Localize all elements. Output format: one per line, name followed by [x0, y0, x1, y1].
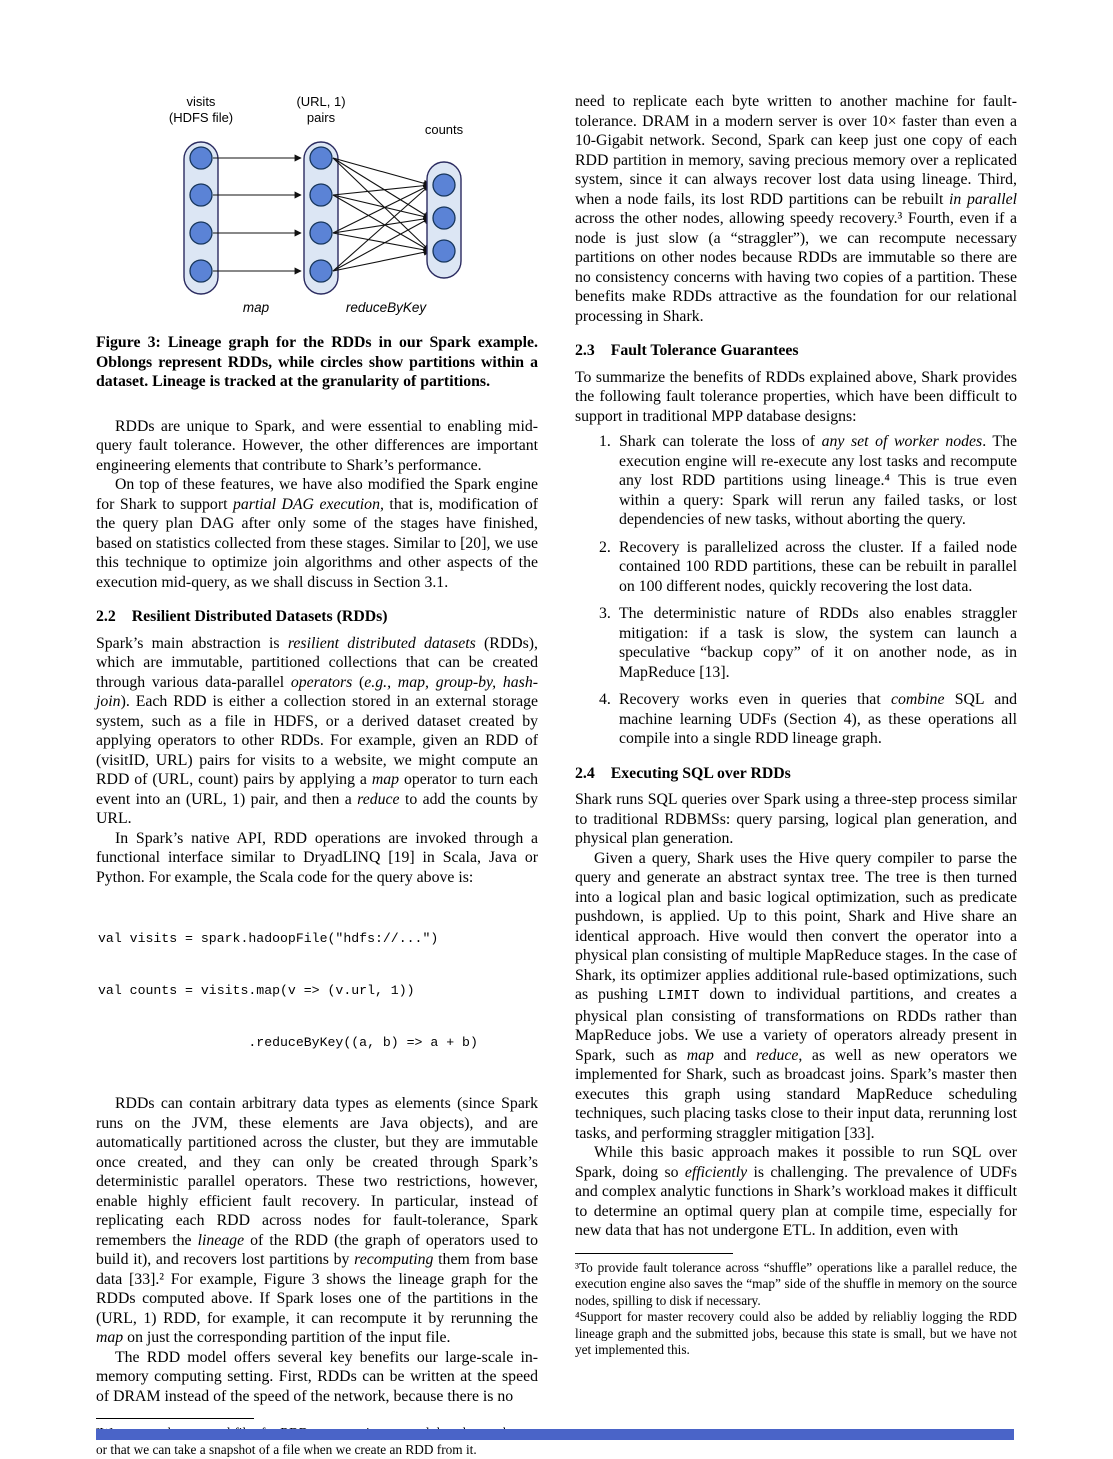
left-column — [96, 90, 538, 1459]
paragraph: On top of these features, we have also modified the Spark engine for Shark to support partial DAG execution, that is, modification of the query plan DAG after only some of the stages have finished, based on statistics collected from these stages. Similar to [20], we use this technique to optimize join algorithms and other aspects of the execution mid-query, as we shall discuss in Section 3.1. — [96, 476, 538, 591]
list-item-text: Recovery is parallelized across the cluster. If a failed node contained 100 RDD partitions, these can be rebuilt in parallel on 100 different nodes, quickly recovering the lost data. — [619, 538, 1017, 595]
partition-circle — [433, 174, 455, 196]
right-footnotes — [575, 1253, 1017, 1360]
partition-circle — [190, 147, 212, 169]
list-item-text: Recovery works even in queries that combine SQL and machine learning UDFs (Section 4), as these operations all compile into a single RDD lineage graph. — [619, 691, 1017, 747]
paragraph: RDDs can contain arbitrary data types as elements (since Spark runs on the JVM, these elements are Java objects), and are automatically partitioned across the cluster, but they are immutable once created, and they can only be created through Spark’s deterministic parallel operators. These two restrictions, however, enable highly efficient fault recovery. In particular, instead of replicating each RDD across nodes for fault-tolerance, Spark remembers the lineage of the RDD (the graph of operators used to build it), and recovers lost partitions by recomputing them from base data [33].² For example, Figure 3 shows the lineage graph for the RDDs computed above. If Spark loses one of the partitions in the (URL, 1) RDD, for example, it can recompute it by rerunning the map on just the corresponding partition of the input file. — [96, 1095, 539, 1347]
map-arrows — [213, 158, 301, 271]
footnote-2: or that we can take a snapshot of a file when we create an RDD from it. — [96, 1442, 477, 1458]
list-item-text: The deterministic nature of RDDs also enables straggler mitigation: if a task is slow, the system can launch a speculative “backup copy” of it on another node, as in MapReduce [13]. — [619, 605, 1017, 681]
code-line: val visits = spark.hadoopFile("hdfs://...") — [98, 930, 439, 946]
list-item-number: 1. — [599, 433, 611, 450]
paragraph: RDDs are unique to Spark, and were essential to enabling mid-query fault tolerance. However, the other differences are important engineering elements that contribute to Shark’s performance. — [96, 417, 538, 474]
figure-label-reducebykey-operator: reduceByKey — [345, 300, 427, 315]
figure-3-lineage-graph — [96, 90, 538, 322]
paragraph: need to replicate each byte written to another machine for fault-tolerance. DRAM in a modern server is over 10× faster than even a 10-Gigabit network. Second, Spark can keep just one copy of each RDD partition in memory, saving precious memory over a replicated system, since it can always recover lost data using lineage. Third, when a node fails, its lost RDD partitions can be rebuilt in parallel across the other nodes, allowing speedy recovery.³ Fourth, even if a node is just slow (a “straggler”), we can recompute necessary partitions on other nodes because RDDs are immutable so there are no consistency concerns with having two copies of a partition. These benefits make RDDs attractive as the foundation for our relational processing in Shark. — [575, 93, 1017, 325]
page-bottom-blue-bar — [96, 1429, 1014, 1440]
figure-label-map-operator: map — [242, 300, 270, 315]
paragraph: In Spark’s native API, RDD operations are invoked through a functional interface similar to DryadLINQ [19] in Scala, Java or Python. For example, the Scala code for the query above is: — [96, 829, 538, 886]
partition-circle — [310, 184, 332, 206]
code-line: .reduceByKey((a, b) => a + b) — [98, 1035, 478, 1051]
right-column — [575, 92, 1017, 1359]
paragraph: Given a query, Shark uses the Hive query compiler to parse the query and generate an abstract syntax tree. The tree is then turned into a logical plan and basic logical optimization, such as predicate pushdown, is applied. Up to this point, Shark and Hive share an identical approach. Hive would then convert the operator into a physical plan consisting of multiple MapReduce stages. In the case of Shark, its optimizer applies additional rule-based optimizations, such as pushing LIMIT down to individual partitions, and creates a physical plan consisting of transformations on RDDs rather than MapReduce jobs. We use a variety of operators already present in Spark, such as map and reduce, as well as new operators we implemented for Shark, such as broadcast joins. Spark’s master then executes this graph using standard MapReduce scheduling techniques, such placing tasks close to their input data, rerunning lost tasks, and performing straggler mitigation [33]. — [575, 849, 1017, 1142]
code-line: val counts = visits.map(v => (v.url, 1)) — [98, 983, 415, 999]
list-item-number: 2. — [599, 538, 611, 556]
figure-caption: Figure 3: Lineage graph for the RDDs in our Spark example. Oblongs represent RDDs, while circles show partitions within a dataset. Lineage is tracked at the granularity of partitions. — [96, 334, 538, 390]
partition-circle — [190, 184, 212, 206]
figure-label-visits: visits — [186, 94, 216, 109]
section-number: 2.4 — [575, 764, 595, 782]
paragraph: Spark’s main abstraction is resilient distributed datasets (RDDs), which are immutable, partitioned collections that can be created through various data-parallel operators (e.g., map, group-by, hash-join). Each RDD is either a collection stored in an external storage system, such as a file in HDFS, or a derived dataset created by applying operators to other RDDs. For example, given an RDD of (visitID, URL) pairs for visits to a website, we might compute an RDD of (URL, count) pairs by applying a map operator to turn each event into an (URL, 1) pair, and then a reduce to add the counts by URL. — [96, 634, 539, 827]
partition-circle — [433, 207, 455, 229]
list-item-number: 4. — [599, 691, 611, 708]
figure-label-hdfs-file: (HDFS file) — [168, 110, 234, 125]
section-heading-2-3 — [575, 341, 1017, 361]
footnote-3: ³To provide fault tolerance across “shuffle” operations like a parallel reduce, the execution engine also saves the “map” side of the shuffle in memory on the source nodes, spilling to disk if necessary. — [575, 1259, 1017, 1308]
list-item — [599, 690, 1017, 749]
paragraph: While this basic approach makes it possible to run SQL over Spark, doing so efficiently is challenging. The prevalence of UDFs and complex analytic functions in Shark’s workload makes it difficult to determine an optimal query plan at compile time, especially for new data that has not undergone ETL. In addition, even with — [575, 1144, 1017, 1239]
figure-label-counts: counts — [424, 122, 464, 137]
partition-circle — [433, 240, 455, 262]
list-item-text: Shark can tolerate the loss of any set of worker nodes. The execution engine will re-execute any lost tasks and recompute any lost RDD partitions using lineage.⁴ This is true even within a query: Spark will rerun any failed tasks, or lost dependencies of new tasks, without aborting the query. — [619, 433, 1017, 528]
figure-label-url1: (URL, 1) — [296, 94, 346, 109]
reduce-by-key-arrows — [333, 158, 430, 271]
section-title: Resilient Distributed Datasets (RDDs) — [131, 608, 388, 625]
figure-label-pairs: pairs — [306, 110, 336, 125]
fault-tolerance-list — [575, 432, 1017, 749]
footnote-rule — [96, 1418, 254, 1419]
partition-circle — [310, 147, 332, 169]
paragraph: Shark runs SQL queries over Spark using a three-step process similar to traditional RDBMSs: query parsing, logical plan generation, and physical plan generation. — [575, 791, 1017, 847]
list-item — [599, 604, 1017, 682]
paragraph: The RDD model offers several key benefits our large-scale in-memory computing setting. First, RDDs can be written at the speed of DRAM instead of the speed of the network, because there is no — [96, 1348, 538, 1405]
partition-circle — [310, 260, 332, 282]
list-item-number: 3. — [599, 605, 611, 622]
footnote-rule — [575, 1253, 733, 1254]
section-number: 2.2 — [96, 608, 116, 625]
list-item — [599, 432, 1017, 530]
paragraph: To summarize the benefits of RDDs explained above, Shark provides the following fault tolerance properties, which have been difficult to support in traditional MPP database designs: — [575, 368, 1017, 425]
partition-circle — [190, 222, 212, 244]
section-title: Fault Tolerance Guarantees — [610, 342, 799, 359]
section-title: Executing SQL over RDDs — [610, 764, 791, 782]
section-number: 2.3 — [575, 342, 595, 359]
footnote-4: ⁴Support for master recovery could also be added by reliabliy logging the RDD lineage graph and the submitted jobs, because this state is small, but we have not yet implemented this. — [575, 1309, 1017, 1358]
section-heading-2-4 — [575, 764, 1017, 784]
rdd-oblong-visits — [184, 142, 218, 294]
list-item — [599, 538, 1017, 597]
section-heading-2-2 — [96, 607, 538, 627]
rdd-oblong-counts — [427, 162, 461, 278]
rdd-oblong-url1-pairs — [304, 142, 338, 294]
partition-circle — [310, 222, 332, 244]
partition-circle — [190, 260, 212, 282]
scala-code-block — [98, 895, 538, 1086]
